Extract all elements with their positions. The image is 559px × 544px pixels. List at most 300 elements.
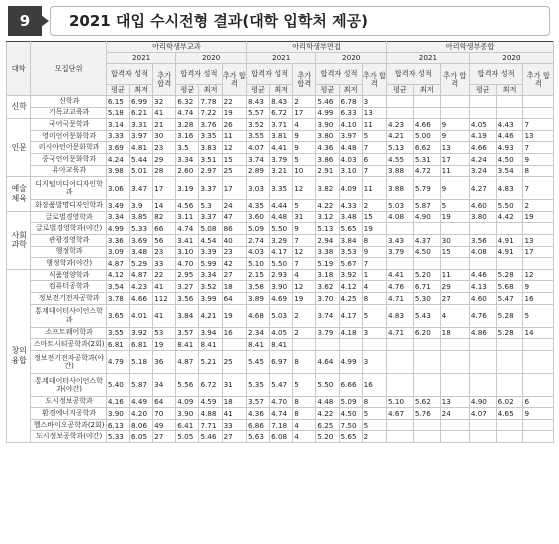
value-cell: 4.49 bbox=[130, 396, 153, 408]
value-cell: 4.71 bbox=[387, 327, 414, 339]
value-cell: 4.74 bbox=[270, 408, 293, 420]
value-cell: 4.59 bbox=[199, 396, 222, 408]
value-cell: 3.48 bbox=[130, 246, 153, 258]
value-cell: 2 bbox=[293, 96, 316, 108]
header-avg: 평균 bbox=[387, 85, 414, 96]
arrow-icon bbox=[41, 15, 49, 27]
value-cell: 4.44 bbox=[270, 200, 293, 212]
value-cell: 3.76 bbox=[199, 119, 222, 131]
value-cell bbox=[523, 339, 554, 351]
value-cell: 25 bbox=[222, 165, 246, 177]
value-cell bbox=[413, 419, 440, 431]
value-cell: 21 bbox=[153, 119, 176, 131]
value-cell: 14 bbox=[153, 200, 176, 212]
value-cell: 5.35 bbox=[246, 373, 269, 396]
value-cell: 4.20 bbox=[130, 408, 153, 420]
header-univ: 대학 bbox=[7, 42, 31, 96]
value-cell: 4.87 bbox=[106, 258, 129, 270]
value-cell: 7 bbox=[293, 258, 316, 270]
value-cell: 3.21 bbox=[270, 165, 293, 177]
major-cell: 영미언어문화학과 bbox=[31, 130, 107, 142]
value-cell: 5.99 bbox=[199, 258, 222, 270]
value-cell: 5.09 bbox=[246, 223, 269, 235]
value-cell: 5.21 bbox=[199, 350, 222, 373]
major-cell: 글로벌경영학과(야간) bbox=[31, 223, 107, 235]
header-min: 최저 bbox=[339, 85, 362, 96]
value-cell: 3.84 bbox=[176, 304, 199, 327]
value-cell: 4.88 bbox=[199, 408, 222, 420]
value-cell: 7.18 bbox=[270, 419, 293, 431]
value-cell: 64 bbox=[153, 396, 176, 408]
value-cell: 3.53 bbox=[339, 246, 362, 258]
value-cell: 26 bbox=[222, 119, 246, 131]
header-year: 2020 bbox=[176, 53, 247, 64]
value-cell: 4.91 bbox=[496, 246, 523, 258]
table-row bbox=[7, 327, 554, 339]
value-cell bbox=[440, 223, 469, 235]
value-cell: 9 bbox=[440, 177, 469, 200]
value-cell: 3.88 bbox=[387, 165, 414, 177]
category-cell: 사회 과학 bbox=[7, 211, 31, 269]
value-cell: 4.90 bbox=[413, 211, 440, 223]
value-cell: 4.48 bbox=[270, 211, 293, 223]
major-cell: 헬스바이오공학과(2회) bbox=[31, 419, 107, 431]
value-cell: 5.45 bbox=[246, 350, 269, 373]
table-row bbox=[7, 408, 554, 420]
major-cell: 정보전기전자공학과(야간) bbox=[31, 350, 107, 373]
value-cell: 5 bbox=[293, 200, 316, 212]
value-cell: 27 bbox=[222, 431, 246, 443]
value-cell: 25 bbox=[222, 350, 246, 373]
value-cell: 31 bbox=[222, 373, 246, 396]
value-cell: 13 bbox=[440, 142, 469, 154]
value-cell: 2.94 bbox=[316, 234, 339, 246]
value-cell: 5.56 bbox=[176, 373, 199, 396]
value-cell: 6.78 bbox=[339, 96, 362, 108]
value-cell: 41 bbox=[153, 281, 176, 293]
value-cell: 2 bbox=[293, 327, 316, 339]
value-cell: 6.81 bbox=[106, 339, 129, 351]
value-cell: 8 bbox=[362, 234, 386, 246]
value-cell: 3.49 bbox=[106, 200, 129, 212]
value-cell: 3.12 bbox=[316, 211, 339, 223]
value-cell: 9 bbox=[293, 223, 316, 235]
value-cell: 5 bbox=[362, 408, 386, 420]
value-cell bbox=[440, 339, 469, 351]
value-cell: 4.07 bbox=[246, 142, 269, 154]
value-cell: 3.19 bbox=[176, 177, 199, 200]
value-cell: 9 bbox=[293, 142, 316, 154]
value-cell: 4.67 bbox=[387, 408, 414, 420]
value-cell: 4.99 bbox=[339, 350, 362, 373]
value-cell: 5.28 bbox=[496, 304, 523, 327]
value-cell: 3 bbox=[362, 96, 386, 108]
header-year: 2021 bbox=[106, 53, 175, 64]
value-cell: 17 bbox=[153, 177, 176, 200]
major-cell: 행정학과(야간) bbox=[31, 258, 107, 270]
value-cell: 5 bbox=[362, 130, 386, 142]
value-cell bbox=[387, 431, 414, 443]
value-cell: 6.66 bbox=[339, 373, 362, 396]
header-pass: 합격자 성적 bbox=[387, 64, 441, 85]
value-cell: 5 bbox=[293, 373, 316, 396]
header-pass: 합격자 성적 bbox=[106, 64, 152, 85]
value-cell: 3.54 bbox=[106, 281, 129, 293]
value-cell: 9 bbox=[293, 130, 316, 142]
value-cell: 2.91 bbox=[316, 165, 339, 177]
value-cell: 3.94 bbox=[199, 327, 222, 339]
value-cell: 3.83 bbox=[199, 142, 222, 154]
value-cell: 53 bbox=[153, 327, 176, 339]
value-cell: 4.48 bbox=[339, 142, 362, 154]
value-cell: 3.34 bbox=[106, 211, 129, 223]
value-cell: 5.20 bbox=[413, 269, 440, 281]
value-cell: 8.43 bbox=[270, 96, 293, 108]
value-cell: 7 bbox=[523, 142, 554, 154]
major-cell: 통계데이터사이언스학과(야간) bbox=[31, 373, 107, 396]
table-row bbox=[7, 373, 554, 396]
value-cell: 5.47 bbox=[496, 292, 523, 304]
value-cell: 19 bbox=[523, 211, 554, 223]
major-cell: 도시정보공학과(야간) bbox=[31, 431, 107, 443]
header-pass: 합격자 성적 bbox=[176, 64, 222, 85]
value-cell bbox=[413, 258, 440, 270]
header-pass: 합격자 성적 bbox=[246, 64, 292, 85]
value-cell bbox=[387, 419, 414, 431]
value-cell: 18 bbox=[222, 281, 246, 293]
value-cell: 8 bbox=[523, 165, 554, 177]
value-cell: 6.20 bbox=[413, 327, 440, 339]
value-cell: 3.86 bbox=[316, 153, 339, 165]
value-cell: 11 bbox=[362, 177, 386, 200]
value-cell: 3.74 bbox=[246, 153, 269, 165]
value-cell: 4.71 bbox=[387, 292, 414, 304]
value-cell: 2 bbox=[293, 304, 316, 327]
value-cell: 17 bbox=[523, 246, 554, 258]
value-cell: 8 bbox=[362, 292, 386, 304]
table-row bbox=[7, 431, 554, 443]
value-cell: 4.74 bbox=[176, 107, 199, 119]
table-row bbox=[7, 258, 554, 270]
value-cell: 19 bbox=[362, 223, 386, 235]
category-cell: 인문 bbox=[7, 119, 31, 177]
header-min: 최저 bbox=[130, 85, 153, 96]
value-cell: 3.90 bbox=[270, 281, 293, 293]
value-cell bbox=[496, 258, 523, 270]
value-cell: 4.54 bbox=[199, 234, 222, 246]
value-cell: 3.29 bbox=[270, 234, 293, 246]
value-cell bbox=[496, 107, 523, 119]
value-cell: 4.27 bbox=[469, 177, 496, 200]
value-cell: 17 bbox=[293, 107, 316, 119]
value-cell: 1 bbox=[362, 269, 386, 281]
value-cell: 56 bbox=[153, 234, 176, 246]
value-cell: 5.65 bbox=[339, 223, 362, 235]
value-cell: 5.30 bbox=[413, 292, 440, 304]
value-cell: 3.82 bbox=[316, 177, 339, 200]
value-cell: 4.36 bbox=[246, 408, 269, 420]
header-year: 2021 bbox=[246, 53, 315, 64]
value-cell bbox=[387, 223, 414, 235]
value-cell: 3.24 bbox=[469, 165, 496, 177]
value-cell: 4.24 bbox=[106, 153, 129, 165]
value-cell: 7 bbox=[523, 119, 554, 131]
value-cell: 8.41 bbox=[199, 339, 222, 351]
value-cell: 11 bbox=[440, 269, 469, 281]
value-cell: 5 bbox=[362, 419, 386, 431]
value-cell bbox=[523, 223, 554, 235]
value-cell: 15 bbox=[222, 153, 246, 165]
major-cell: 정보전기전자공학과 bbox=[31, 292, 107, 304]
value-cell: 3.06 bbox=[106, 177, 129, 200]
header-avg: 평균 bbox=[246, 85, 269, 96]
value-cell: 4.12 bbox=[106, 269, 129, 281]
value-cell bbox=[362, 339, 386, 351]
value-cell: 3.97 bbox=[339, 130, 362, 142]
value-cell: 5.09 bbox=[339, 396, 362, 408]
value-cell: 13 bbox=[523, 234, 554, 246]
value-cell: 4.21 bbox=[387, 130, 414, 142]
value-cell: 3.34 bbox=[176, 153, 199, 165]
value-cell: 64 bbox=[222, 292, 246, 304]
value-cell: 19 bbox=[440, 211, 469, 223]
value-cell: 3.36 bbox=[106, 234, 129, 246]
value-cell: 5.50 bbox=[496, 200, 523, 212]
value-cell: 4.60 bbox=[469, 292, 496, 304]
value-cell: 6.97 bbox=[270, 350, 293, 373]
category-cell: 신학 bbox=[7, 96, 31, 119]
value-cell bbox=[387, 350, 414, 373]
value-cell: 3.80 bbox=[469, 211, 496, 223]
value-cell: 3.88 bbox=[387, 177, 414, 200]
value-cell: 4.50 bbox=[413, 246, 440, 258]
value-cell: 4.46 bbox=[496, 130, 523, 142]
value-cell: 2.34 bbox=[246, 327, 269, 339]
value-cell: 2 bbox=[362, 200, 386, 212]
value-cell: 3.80 bbox=[316, 130, 339, 142]
value-cell: 9 bbox=[440, 119, 469, 131]
value-cell: 4.37 bbox=[413, 234, 440, 246]
value-cell: 4.66 bbox=[130, 292, 153, 304]
value-cell: 4.33 bbox=[339, 200, 362, 212]
value-cell: 5 bbox=[362, 304, 386, 327]
value-cell: 15 bbox=[440, 246, 469, 258]
major-cell: 관광경영학과 bbox=[31, 234, 107, 246]
value-cell: 33 bbox=[222, 419, 246, 431]
value-cell: 3 bbox=[362, 327, 386, 339]
value-cell: 5.10 bbox=[387, 396, 414, 408]
value-cell: 3.37 bbox=[199, 211, 222, 223]
value-cell bbox=[496, 419, 523, 431]
value-cell: 4.99 bbox=[106, 223, 129, 235]
table-row bbox=[7, 339, 554, 351]
value-cell: 5.03 bbox=[387, 200, 414, 212]
value-cell: 41 bbox=[153, 107, 176, 119]
value-cell: 4.08 bbox=[387, 211, 414, 223]
value-cell: 5.46 bbox=[316, 96, 339, 108]
header-year: 2020 bbox=[469, 53, 553, 64]
value-cell: 2.74 bbox=[246, 234, 269, 246]
value-cell: 3.11 bbox=[176, 211, 199, 223]
value-cell: 6.81 bbox=[130, 339, 153, 351]
header-major: 모집단위 bbox=[31, 42, 107, 96]
header-avg: 평균 bbox=[316, 85, 339, 96]
value-cell: 5 bbox=[523, 304, 554, 327]
value-cell: 4.09 bbox=[176, 396, 199, 408]
value-cell: 12 bbox=[293, 246, 316, 258]
value-cell bbox=[496, 96, 523, 108]
value-cell: 4.16 bbox=[106, 396, 129, 408]
value-cell bbox=[523, 96, 554, 108]
table-row bbox=[7, 419, 554, 431]
value-cell: 4.12 bbox=[339, 281, 362, 293]
value-cell: 19 bbox=[222, 304, 246, 327]
value-cell: 3.78 bbox=[106, 292, 129, 304]
value-cell: 2 bbox=[362, 431, 386, 443]
value-cell: 112 bbox=[153, 292, 176, 304]
value-cell: 22 bbox=[222, 96, 246, 108]
header-group-3: 아리학생부종합 bbox=[387, 42, 554, 53]
value-cell: 6.86 bbox=[246, 419, 269, 431]
value-cell: 3.37 bbox=[199, 177, 222, 200]
value-cell: 3.43 bbox=[387, 234, 414, 246]
value-cell: 3.56 bbox=[469, 234, 496, 246]
value-cell: 42 bbox=[222, 258, 246, 270]
value-cell: 4.60 bbox=[469, 200, 496, 212]
value-cell: 47 bbox=[222, 211, 246, 223]
value-cell: 4.41 bbox=[387, 269, 414, 281]
value-cell: 3.65 bbox=[106, 304, 129, 327]
value-cell: 8.41 bbox=[270, 339, 293, 351]
value-cell: 5.50 bbox=[270, 223, 293, 235]
value-cell bbox=[413, 96, 440, 108]
value-cell bbox=[413, 339, 440, 351]
value-cell: 4.07 bbox=[469, 408, 496, 420]
value-cell: 19 bbox=[153, 339, 176, 351]
value-cell: 86 bbox=[222, 223, 246, 235]
value-cell bbox=[469, 350, 496, 373]
major-cell: 도시정보공학과 bbox=[31, 396, 107, 408]
value-cell: 3.41 bbox=[176, 234, 199, 246]
value-cell: 9 bbox=[523, 281, 554, 293]
value-cell: 24 bbox=[222, 200, 246, 212]
table-row bbox=[7, 211, 554, 223]
table-row bbox=[7, 292, 554, 304]
value-cell: 4.09 bbox=[339, 177, 362, 200]
value-cell: 3.90 bbox=[106, 408, 129, 420]
value-cell bbox=[469, 373, 496, 396]
value-cell: 4.10 bbox=[339, 119, 362, 131]
value-cell: 5.01 bbox=[130, 165, 153, 177]
table-body bbox=[7, 96, 554, 443]
value-cell bbox=[469, 107, 496, 119]
value-cell: 6.71 bbox=[413, 281, 440, 293]
value-cell: 4 bbox=[293, 269, 316, 281]
value-cell bbox=[440, 107, 469, 119]
value-cell: 3.57 bbox=[176, 327, 199, 339]
value-cell: 18 bbox=[222, 396, 246, 408]
value-cell: 5.28 bbox=[496, 269, 523, 281]
table-row bbox=[7, 96, 554, 108]
value-cell: 6.02 bbox=[496, 396, 523, 408]
value-cell: 3.33 bbox=[106, 130, 129, 142]
value-cell: 3.69 bbox=[130, 234, 153, 246]
value-cell: 4.74 bbox=[176, 223, 199, 235]
header-year: 2021 bbox=[387, 53, 470, 64]
value-cell: 23 bbox=[153, 142, 176, 154]
value-cell: 6.15 bbox=[106, 96, 129, 108]
table-row bbox=[7, 142, 554, 154]
value-cell: 5.67 bbox=[339, 258, 362, 270]
value-cell bbox=[523, 431, 554, 443]
value-cell: 12 bbox=[293, 281, 316, 293]
value-cell: 3.51 bbox=[199, 153, 222, 165]
value-cell: 4 bbox=[293, 419, 316, 431]
value-cell: 4.65 bbox=[496, 408, 523, 420]
value-cell bbox=[496, 431, 523, 443]
value-cell bbox=[413, 373, 440, 396]
value-cell: 5.50 bbox=[270, 258, 293, 270]
value-cell: 4.22 bbox=[316, 200, 339, 212]
value-cell: 49 bbox=[153, 419, 176, 431]
value-cell bbox=[469, 419, 496, 431]
major-cell: 소프트웨어학과 bbox=[31, 327, 107, 339]
major-cell: 스마트시티공학과(2회) bbox=[31, 339, 107, 351]
value-cell bbox=[316, 339, 339, 351]
value-cell: 5.44 bbox=[130, 153, 153, 165]
value-cell bbox=[440, 419, 469, 431]
value-cell: 17 bbox=[440, 153, 469, 165]
value-cell: 4.91 bbox=[496, 234, 523, 246]
value-cell: 4.17 bbox=[339, 304, 362, 327]
value-cell: 4 bbox=[293, 119, 316, 131]
value-cell: 3.52 bbox=[246, 119, 269, 131]
value-cell: 4.70 bbox=[270, 396, 293, 408]
value-cell: 4.66 bbox=[469, 142, 496, 154]
value-cell: 2.60 bbox=[176, 165, 199, 177]
value-cell: 36 bbox=[153, 350, 176, 373]
value-cell: 3.55 bbox=[246, 130, 269, 142]
value-cell: 11 bbox=[222, 130, 246, 142]
value-cell: 16 bbox=[523, 292, 554, 304]
header-group-1: 아리학생부교과 bbox=[106, 42, 246, 53]
value-cell: 22 bbox=[153, 269, 176, 281]
value-cell: 18 bbox=[440, 327, 469, 339]
value-cell: 41 bbox=[153, 304, 176, 327]
value-cell: 3.98 bbox=[106, 165, 129, 177]
value-cell: 7.78 bbox=[199, 96, 222, 108]
value-cell: 3.55 bbox=[106, 327, 129, 339]
value-cell bbox=[222, 339, 246, 351]
value-cell: 31 bbox=[293, 211, 316, 223]
value-cell: 30 bbox=[440, 234, 469, 246]
header-pass: 합격자 성적 bbox=[469, 64, 523, 85]
value-cell: 3.16 bbox=[176, 130, 199, 142]
value-cell bbox=[469, 431, 496, 443]
value-cell: 3.35 bbox=[199, 130, 222, 142]
value-cell: 4.13 bbox=[469, 281, 496, 293]
value-cell: 3.79 bbox=[387, 246, 414, 258]
header-extra: 추가 합격 bbox=[153, 64, 176, 96]
table-row bbox=[7, 130, 554, 142]
value-cell bbox=[440, 96, 469, 108]
value-cell: 4.72 bbox=[413, 165, 440, 177]
value-cell: 3.92 bbox=[339, 269, 362, 281]
major-cell: 국어국문학과 bbox=[31, 119, 107, 131]
value-cell: 3.90 bbox=[176, 408, 199, 420]
value-cell: 7 bbox=[362, 165, 386, 177]
value-cell: 3.89 bbox=[246, 292, 269, 304]
